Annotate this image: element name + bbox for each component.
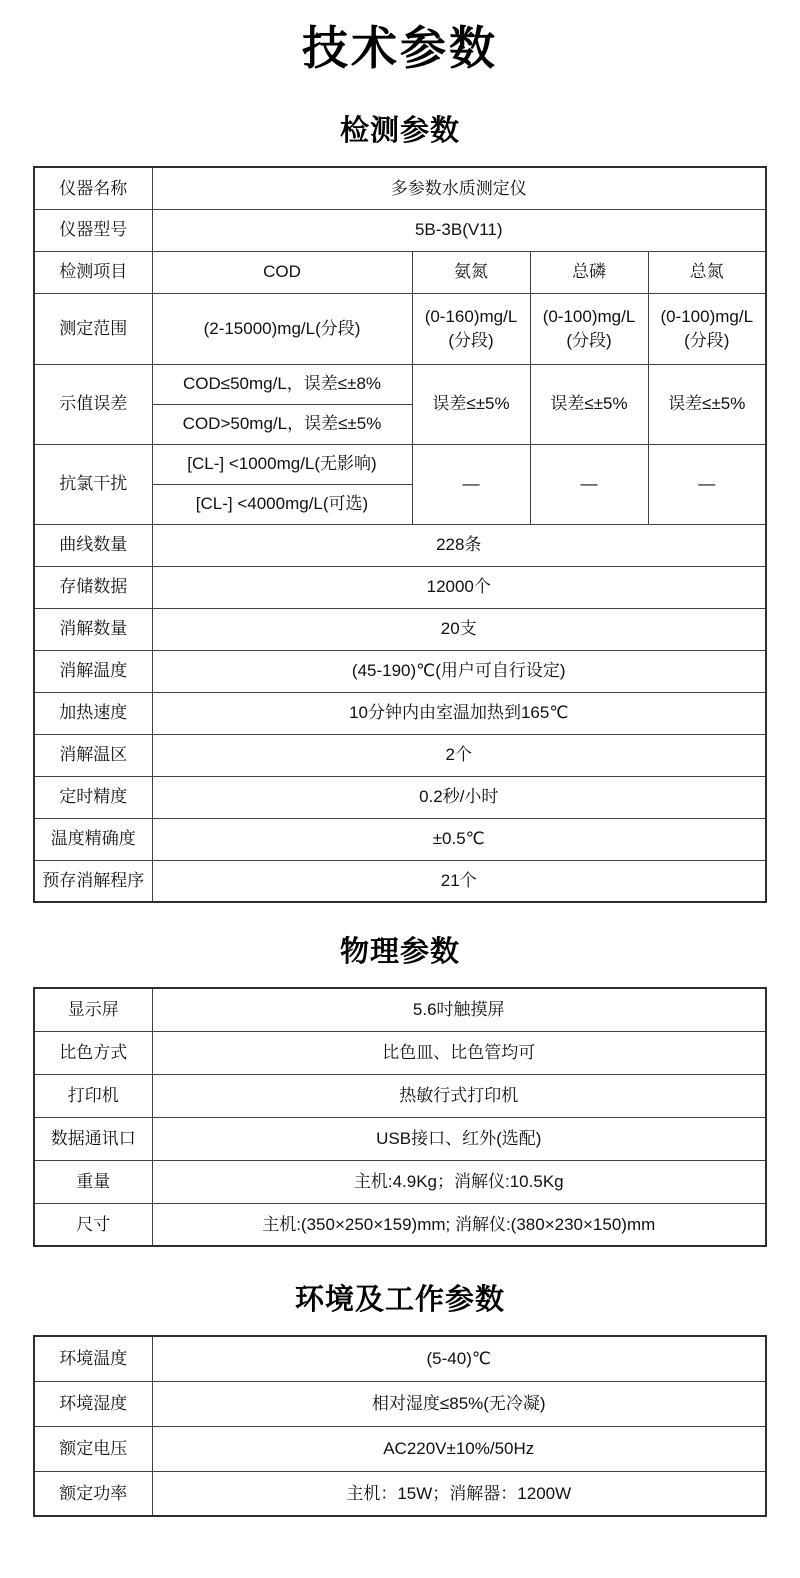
row-value: — (530, 444, 648, 524)
row-value: COD>50mg/L，误差≤±5% (152, 404, 412, 444)
row-value: 热敏行式打印机 (152, 1074, 766, 1117)
row-label: 仪器名称 (34, 167, 152, 209)
row-value: 总氮 (648, 251, 766, 293)
row-value: USB接口、红外(选配) (152, 1117, 766, 1160)
row-label: 示值误差 (34, 364, 152, 444)
row-value: 主机:(350×250×159)mm; 消解仪:(380×230×150)mm (152, 1203, 766, 1246)
row-label: 打印机 (34, 1074, 152, 1117)
table-row (34, 1117, 766, 1160)
row-value: 相对湿度≤85%(无冷凝) (152, 1381, 766, 1426)
row-value: (2-15000)mg/L(分段) (152, 293, 412, 364)
value-line: (0-100)mg/L (542, 307, 636, 327)
value-line: (分段) (566, 330, 612, 350)
row-value: 5.6吋触摸屏 (152, 988, 766, 1031)
row-label: 环境温度 (34, 1336, 152, 1381)
table-row (34, 650, 766, 692)
table-row (34, 1426, 766, 1471)
value-line: (分段) (448, 330, 494, 350)
page-title: 技术参数 (302, 22, 498, 74)
table-row (34, 860, 766, 902)
spec-sheet-page (0, 12, 800, 1539)
section-heading-physical: 物理参数 (339, 936, 460, 968)
row-value: (5-40)℃ (152, 1336, 766, 1381)
table-row (34, 988, 766, 1031)
table-row (34, 251, 766, 293)
row-label: 测定范围 (34, 293, 152, 364)
row-value: 10分钟内由室温加热到165℃ (152, 692, 766, 734)
table-row (34, 734, 766, 776)
row-label: 数据通讯口 (34, 1117, 152, 1160)
row-label: 显示屏 (34, 988, 152, 1031)
row-value: 比色皿、比色管均可 (152, 1031, 766, 1074)
table-row (34, 818, 766, 860)
row-value: ±0.5℃ (152, 818, 766, 860)
table-row (34, 1381, 766, 1426)
row-value (530, 293, 648, 364)
row-value: 12000个 (152, 566, 766, 608)
table-row (34, 524, 766, 566)
row-value (648, 293, 766, 364)
row-label: 温度精确度 (34, 818, 152, 860)
section-heading-detection: 检测参数 (339, 115, 460, 147)
row-label: 消解温度 (34, 650, 152, 692)
table-row (34, 608, 766, 650)
row-value: 2个 (152, 734, 766, 776)
section-heading-environment: 环境及工作参数 (294, 1284, 505, 1316)
row-value: 误差≤±5% (530, 364, 648, 444)
row-label: 仪器型号 (34, 209, 152, 251)
row-label: 比色方式 (34, 1031, 152, 1074)
row-value: 20支 (152, 608, 766, 650)
row-label: 消解数量 (34, 608, 152, 650)
row-label: 消解温区 (34, 734, 152, 776)
table-row (34, 776, 766, 818)
row-value: — (648, 444, 766, 524)
row-label: 定时精度 (34, 776, 152, 818)
row-value: 总磷 (530, 251, 648, 293)
table-row (34, 364, 766, 404)
row-label: 预存消解程序 (34, 860, 152, 902)
environment-table (33, 1335, 767, 1517)
row-value: COD≤50mg/L，误差≤±8% (152, 364, 412, 404)
table-row (34, 1203, 766, 1246)
row-value: COD (152, 251, 412, 293)
table-row (34, 167, 766, 209)
row-value: 主机:4.9Kg；消解仪:10.5Kg (152, 1160, 766, 1203)
row-value: [CL-] <4000mg/L(可选) (152, 484, 412, 524)
row-value: (45-190)℃(用户可自行设定) (152, 650, 766, 692)
value-line: (0-100)mg/L (660, 307, 754, 327)
table-row (34, 1074, 766, 1117)
row-value: 误差≤±5% (648, 364, 766, 444)
table-row (34, 209, 766, 251)
table-row (34, 692, 766, 734)
value-line: (分段) (684, 330, 730, 350)
table-row (34, 566, 766, 608)
table-row (34, 1471, 766, 1516)
row-value: 228条 (152, 524, 766, 566)
row-value: 21个 (152, 860, 766, 902)
row-label: 额定功率 (34, 1471, 152, 1516)
row-value: AC220V±10%/50Hz (152, 1426, 766, 1471)
row-value: 氨氮 (412, 251, 530, 293)
table-row (34, 1336, 766, 1381)
physical-table (33, 987, 767, 1247)
row-label: 加热速度 (34, 692, 152, 734)
row-label: 曲线数量 (34, 524, 152, 566)
table-row (34, 444, 766, 484)
row-value: [CL-] <1000mg/L(无影响) (152, 444, 412, 484)
table-row (34, 1160, 766, 1203)
row-value (412, 293, 530, 364)
row-label: 抗氯干扰 (34, 444, 152, 524)
value-line: (0-160)mg/L (424, 307, 518, 327)
row-value: 5B-3B(V11) (152, 209, 766, 251)
row-value: — (412, 444, 530, 524)
detection-table (33, 166, 767, 903)
row-value: 误差≤±5% (412, 364, 530, 444)
row-label: 检测项目 (34, 251, 152, 293)
table-row (34, 1031, 766, 1074)
row-label: 额定电压 (34, 1426, 152, 1471)
row-value: 多参数水质测定仪 (152, 167, 766, 209)
row-label: 环境湿度 (34, 1381, 152, 1426)
row-label: 存储数据 (34, 566, 152, 608)
row-label: 重量 (34, 1160, 152, 1203)
row-value: 0.2秒/小时 (152, 776, 766, 818)
table-row (34, 293, 766, 364)
row-label: 尺寸 (34, 1203, 152, 1246)
row-value: 主机：15W；消解器：1200W (152, 1471, 766, 1516)
